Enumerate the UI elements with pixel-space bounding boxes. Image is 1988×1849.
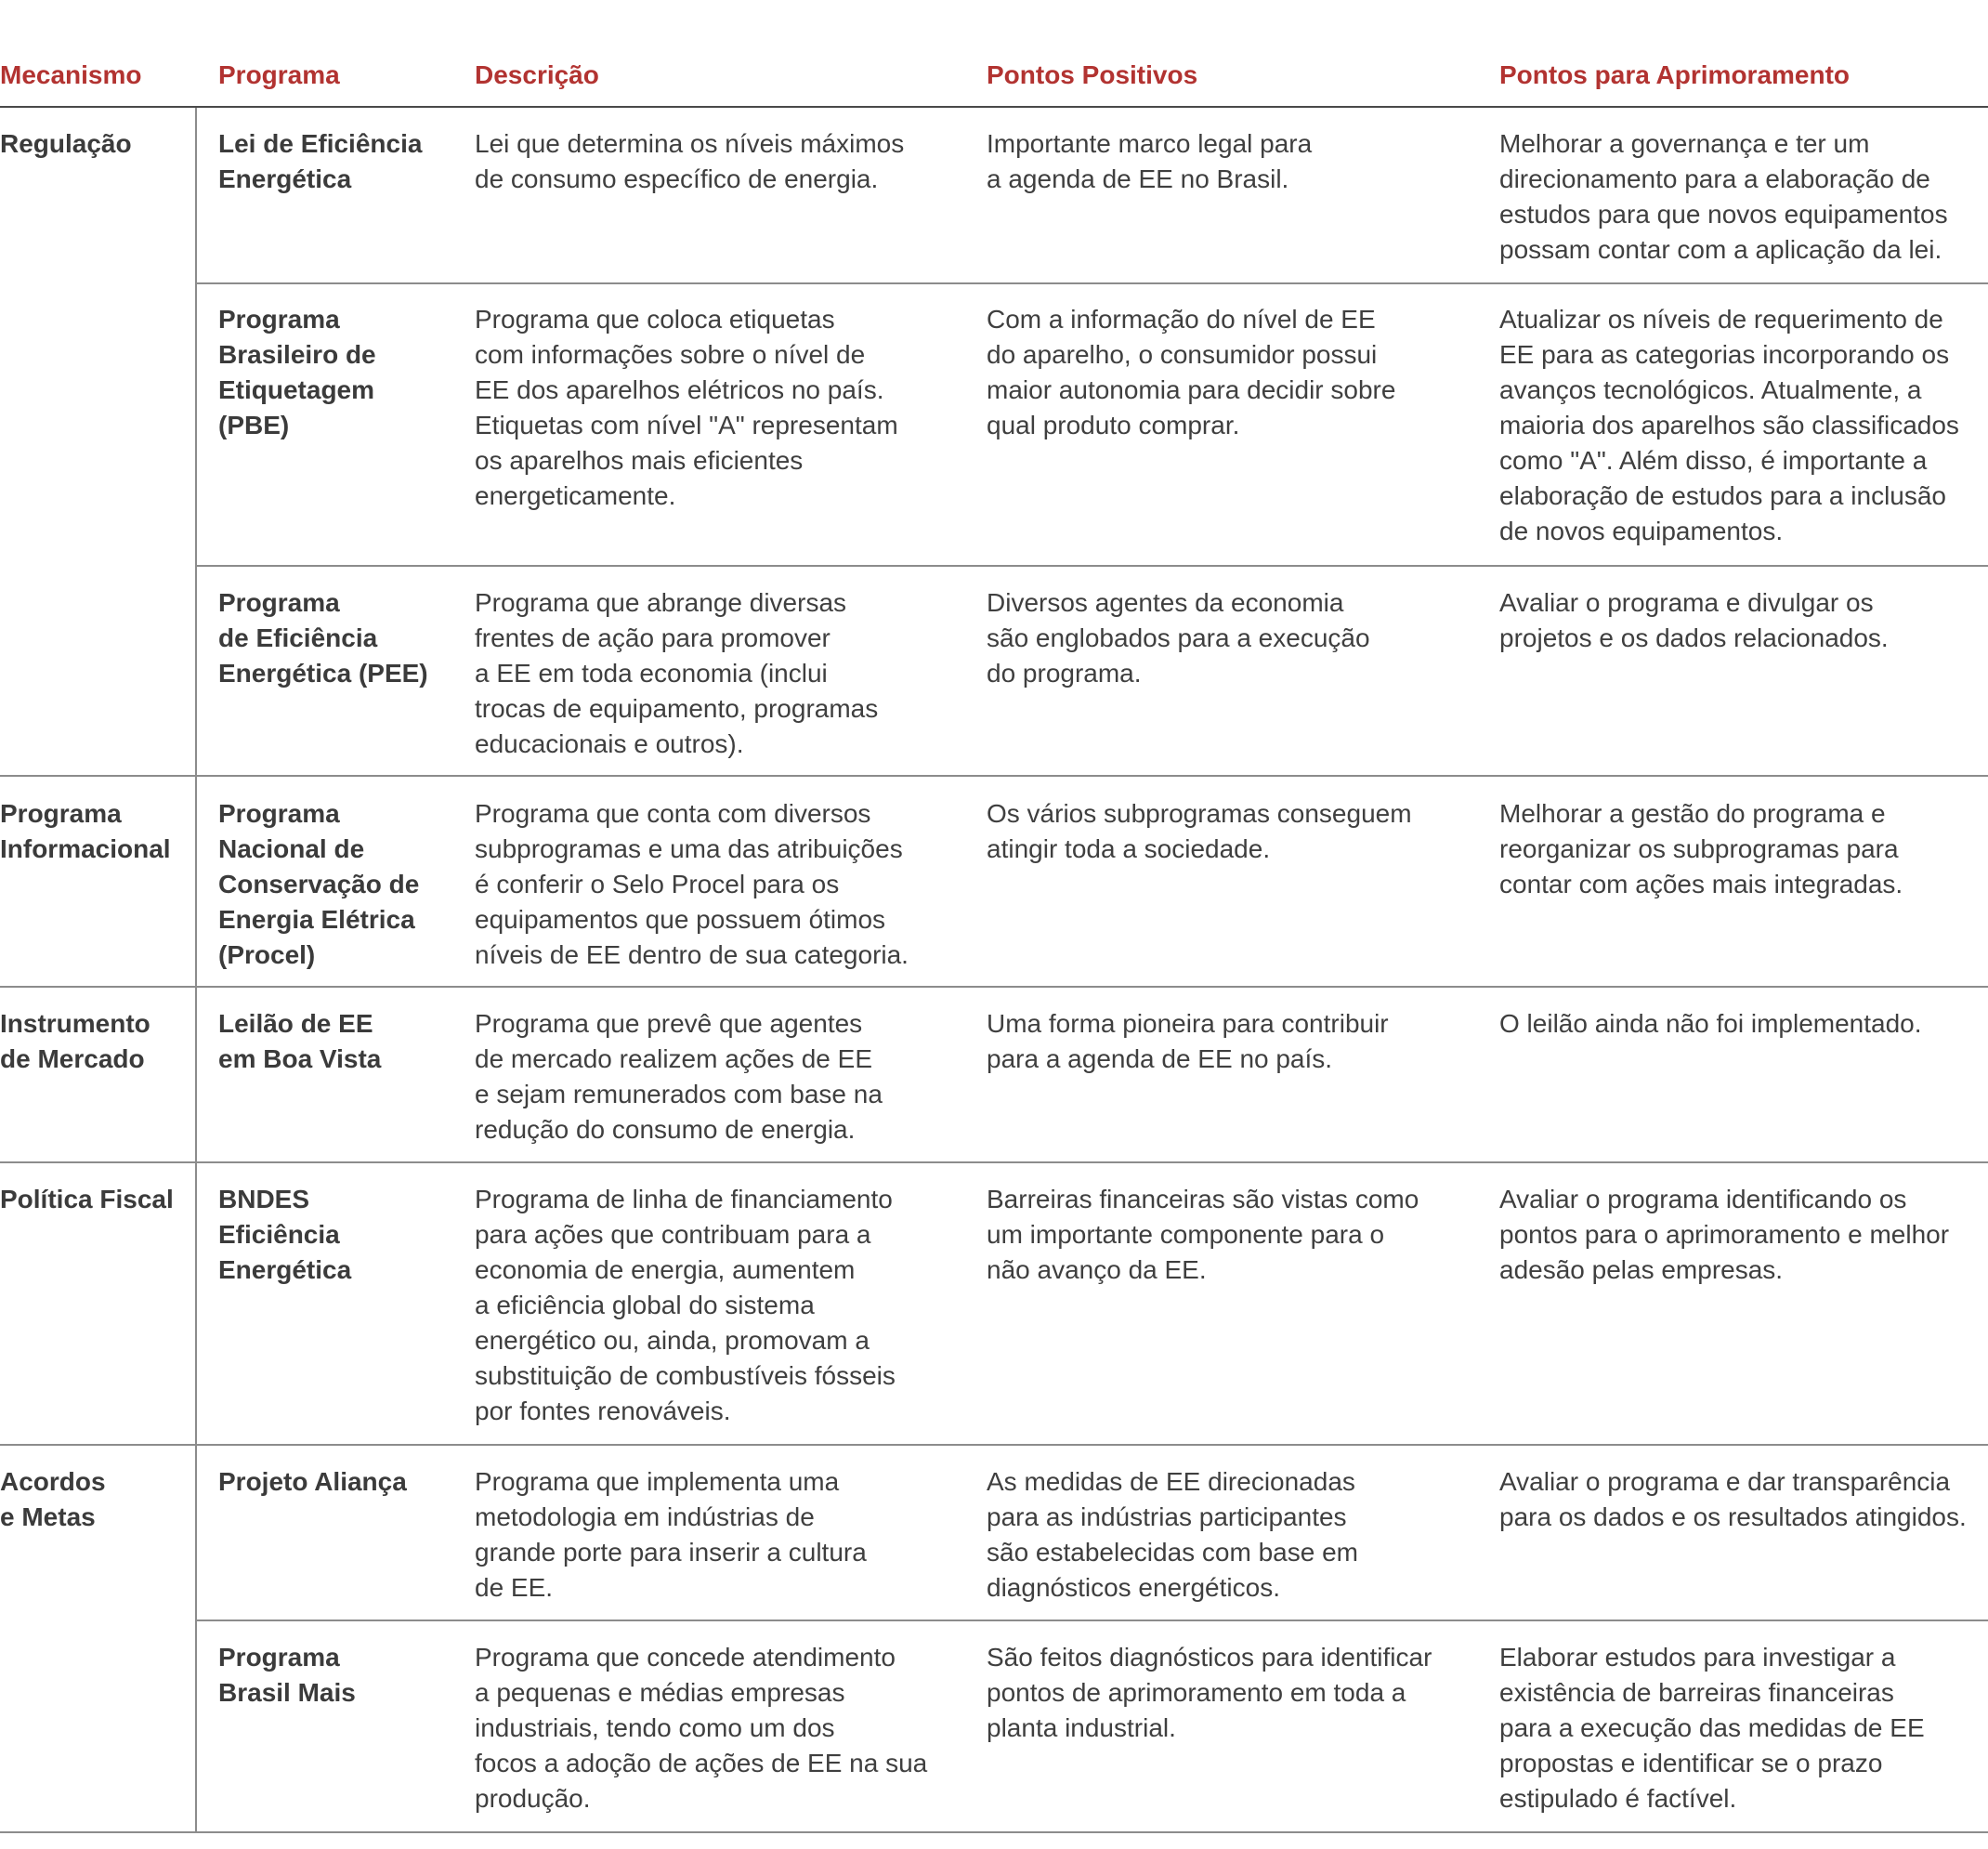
mechanism-instrumento-mercado: Instrumento de Mercado: [0, 1009, 150, 1073]
row-descricao: Programa que conta com diversos subprogramas e uma das atribuições é conferir o Selo Procel para os equipamentos que possuem ótimos níveis de EE dentro de sua categoria.: [475, 799, 909, 969]
row-positivos: Diversos agentes da economia são englobados para a execução do programa.: [987, 588, 1370, 688]
row-programa: Programa de Eficiência Energética (PEE): [218, 588, 428, 688]
row-descricao: Programa que abrange diversas frentes de ação para promover a EE em toda economia (inclui trocas de equipamento, programas educacionais e outros).: [475, 588, 879, 758]
row-aprimoramento: Avaliar o programa e divulgar os projetos e os dados relacionados.: [1499, 588, 1889, 652]
column-divider: [195, 108, 197, 1833]
row-positivos: Importante marco legal para a agenda de EE no Brasil.: [987, 129, 1313, 193]
group-divider: [0, 1161, 1988, 1163]
mechanism-acordos-metas: Acordos e Metas: [0, 1467, 106, 1531]
row-aprimoramento: Avaliar o programa identificando os pontos para o aprimoramento e melhor adesão pelas empresas.: [1499, 1185, 1950, 1284]
header-programa: Programa: [218, 60, 340, 89]
header-descricao: Descrição: [475, 60, 599, 89]
header-divider: [0, 106, 1988, 108]
mechanism-programa-informacional: Programa Informacional: [0, 799, 171, 863]
row-descricao: Programa que prevê que agentes de mercado realizem ações de EE e sejam remunerados com base na redução do consumo de energia.: [475, 1009, 883, 1144]
row-aprimoramento: O leilão ainda não foi implementado.: [1499, 1009, 1922, 1038]
row-descricao: Programa que implementa uma metodologia em indústrias de grande porte para inserir a cultura de EE.: [475, 1467, 867, 1602]
row-divider: [195, 565, 1988, 567]
row-programa: Projeto Aliança: [218, 1467, 407, 1496]
row-descricao: Programa de linha de financiamento para ações que contribuam para a economia de energia, aumentem a eficiência global do sistema energético ou, ainda, promovam a substituição de combustíveis fósseis por fontes renováveis.: [475, 1185, 896, 1425]
row-aprimoramento: Elaborar estudos para investigar a existência de barreiras financeiras para a execução das medidas de EE propostas e identificar se o prazo estipulado é factível.: [1499, 1643, 1925, 1813]
group-divider: [0, 986, 1988, 988]
row-programa: Lei de Eficiência Energética: [218, 129, 423, 193]
group-divider: [0, 1444, 1988, 1446]
mechanism-regulacao: Regulação: [0, 129, 132, 158]
header-pontos-aprimoramento: Pontos para Aprimoramento: [1499, 60, 1851, 89]
row-aprimoramento: Atualizar os níveis de requerimento de EE para as categorias incorporando os avanços tecnológicos. Atualmente, a maioria dos aparelhos são classificados como "A". Além disso, é importante a elaboração de estudos para a inclusão de novos equipamentos.: [1499, 305, 1959, 545]
row-descricao: Lei que determina os níveis máximos de consumo específico de energia.: [475, 129, 905, 193]
table-bottom-rule: [0, 1831, 1988, 1833]
row-divider: [195, 282, 1988, 284]
row-programa: Leilão de EE em Boa Vista: [218, 1009, 382, 1073]
row-programa: Programa Nacional de Conservação de Energia Elétrica (Procel): [218, 799, 420, 969]
row-aprimoramento: Melhorar a governança e ter um direcionamento para a elaboração de estudos para que novos equipamentos possam contar com a aplicação da lei.: [1499, 129, 1948, 264]
row-descricao: Programa que concede atendimento a pequenas e médias empresas industriais, tendo como um dos focos a adoção de ações de EE na sua produção.: [475, 1643, 928, 1813]
row-aprimoramento: Melhorar a gestão do programa e reorganizar os subprogramas para contar com ações mais integradas.: [1499, 799, 1903, 898]
row-programa: Programa Brasil Mais: [218, 1643, 356, 1707]
row-positivos: São feitos diagnósticos para identificar pontos de aprimoramento em toda a planta industrial.: [987, 1643, 1432, 1742]
header-mecanismo: Mecanismo: [0, 60, 142, 89]
row-aprimoramento: Avaliar o programa e dar transparência para os dados e os resultados atingidos.: [1499, 1467, 1967, 1531]
row-programa: Programa Brasileiro de Etiquetagem (PBE): [218, 305, 376, 439]
row-positivos: Uma forma pioneira para contribuir para a agenda de EE no país.: [987, 1009, 1389, 1073]
row-descricao: Programa que coloca etiquetas com informações sobre o nível de EE dos aparelhos elétricos no país. Etiquetas com nível "A" representam os aparelhos mais eficientes energeticamente.: [475, 305, 898, 510]
row-positivos: As medidas de EE direcionadas para as indústrias participantes são estabelecidas com base em diagnósticos energéticos.: [987, 1467, 1358, 1602]
header-pontos-positivos: Pontos Positivos: [987, 60, 1198, 89]
row-programa: BNDES Eficiência Energética: [218, 1185, 352, 1284]
row-divider: [195, 1620, 1988, 1621]
row-positivos: Com a informação do nível de EE do aparelho, o consumidor possui maior autonomia para decidir sobre qual produto comprar.: [987, 305, 1396, 439]
group-divider: [0, 775, 1988, 777]
mechanism-politica-fiscal: Política Fiscal: [0, 1185, 174, 1213]
row-positivos: Barreiras financeiras são vistas como um importante componente para o não avanço da EE.: [987, 1185, 1419, 1284]
row-positivos: Os vários subprogramas conseguem atingir toda a sociedade.: [987, 799, 1412, 863]
